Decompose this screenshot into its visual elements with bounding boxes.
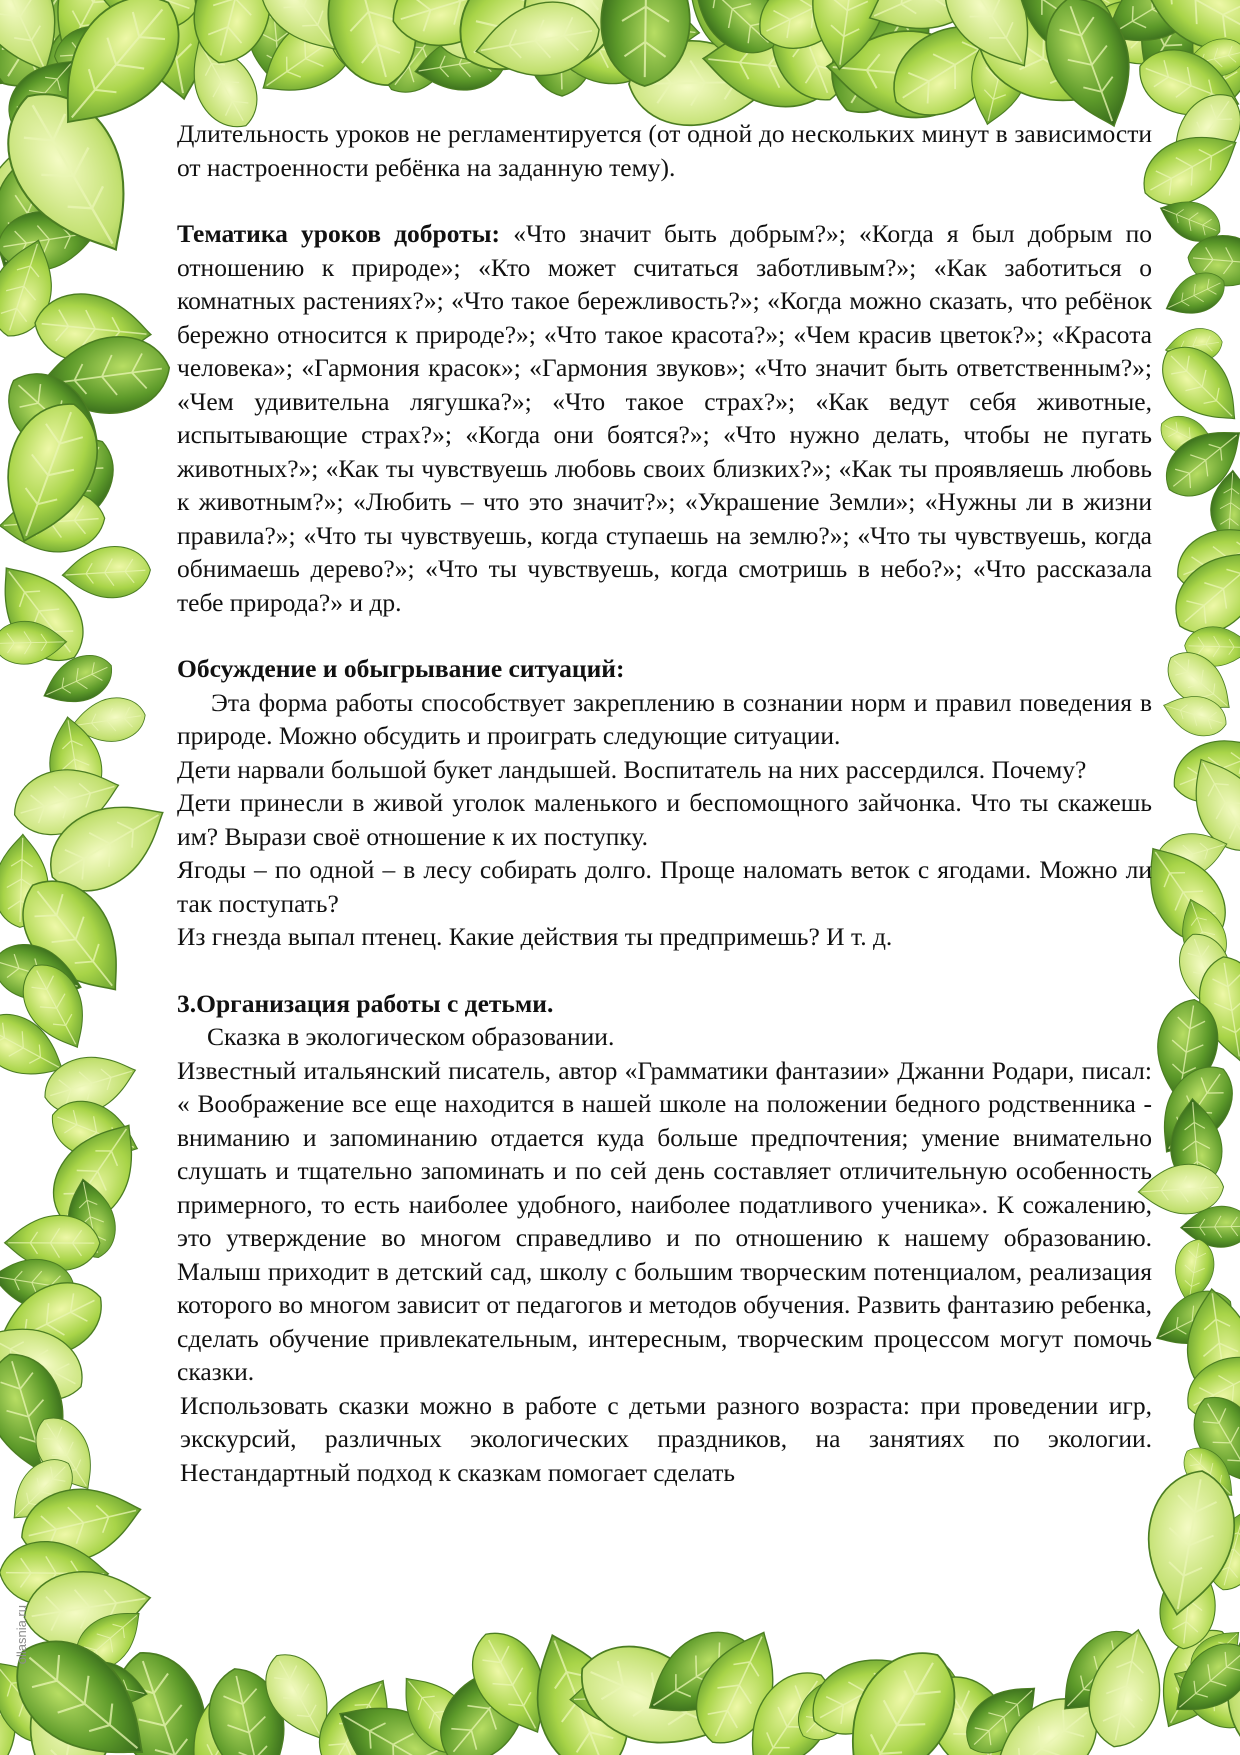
paragraph-situations-intro: Эта форма работы способствует закреплению в сознании норм и правил поведения в природе. Можно обсудить и проиграть следующие ситуации.	[177, 687, 1152, 750]
topics-list: «Что значит быть добрым?»; «Когда я был добрым по отношению к природе»; «Кто может считаться заботливым?»; «Как заботиться о комнатных растениях?»; «Что такое бережливость?»; «Когда можно сказать, что ребёнок бережно относится к природе?»; «Что такое красота?»; «Чем красив цветок?»; «Красота человека»; «Гармония красок»; «Гармония звуков»; «Что значит быть ответственным?»; «Чем удивительна лягушка?»; «Что такое страх?»; «Как ведут себя животные, испытывающие страх?»; «Когда они боятся?»; «Что нужно делать, чтобы не пугать животных?»; «Как ты чувствуешь любовь своих близких?»; «Как ты проявляешь любовь к животным?»; «Любить – что это значит?»; «Украшение Земли»; «Нужны ли в жизни правила?»; «Что ты чувствуешь, когда ступаешь на землю?»; «Что ты чувствуешь, когда обнимаешь дерево?»; «Что ты чувствуешь, когда смотришь в небо?»; «Что рассказала тебе природа?» и др.	[177, 219, 1152, 617]
subheading-fairy-tale: Сказка в экологическом образовании.	[207, 1022, 615, 1051]
situation-item: Ягоды – по одной – в лесу собирать долго. Проще наломать веток с ягодами. Можно ли так поступать?	[177, 855, 1152, 918]
situation-item: Из гнезда выпал птенец. Какие действия ты предпримешь? И т. д.	[177, 922, 893, 951]
paragraph-rodari: Известный итальянский писатель, автор «Грамматики фантазии» Джанни Родари, писал: « Воображение все еще находится в нашей школе на положении бедного родственника - вниманию и запоминанию отдается куда больше предпочтения; умение внимательно слушать и тщательно запоминать и по сей день составляет отличительную особенность примерного, то есть наиболее удобного, наиболее податливого ученика». К сожалению, это утверждение во многом справедливо и по отношению к нашему образованию. Малыш приходит в детский сад, школу с большим творческим потенциалом, реализация которого во многом зависит от педагогов и методов обучения. Развить фантазию ребенка, сделать обучение привлекательным, интересным, творческим процессом могут помочь сказки.	[177, 1055, 1152, 1386]
watermark-text: ollasnia.ru	[14, 1605, 29, 1665]
paragraph-fairy-tales-use: Использовать сказки можно в работе с детьми разного возраста: при проведении игр, экскурсий, различных экологических праздников, на занятиях по экологии. Нестандартный подход к сказкам помогает сделать	[180, 1390, 1152, 1487]
heading-section-3: 3.Организация работы с детьми.	[177, 988, 554, 1018]
heading-situations: Обсуждение и обыгрывание ситуаций:	[177, 654, 625, 683]
document-body	[177, 117, 1152, 1489]
situation-item: Дети принесли в живой уголок маленького и беспомощного зайчонка. Что ты скажешь им? Вырази своё отношение к их поступку.	[177, 788, 1152, 851]
heading-topics: Тематика уроков доброты:	[177, 219, 501, 248]
situation-item: Дети нарвали большой букет ландышей. Воспитатель на них рассердился. Почему?	[177, 754, 1087, 784]
paragraph-topics	[177, 217, 1152, 619]
paragraph-duration: Длительность уроков не регламентируется (от одной до нескольких минут в зависимости от настроенности ребёнка на заданную тему).	[177, 119, 1152, 182]
